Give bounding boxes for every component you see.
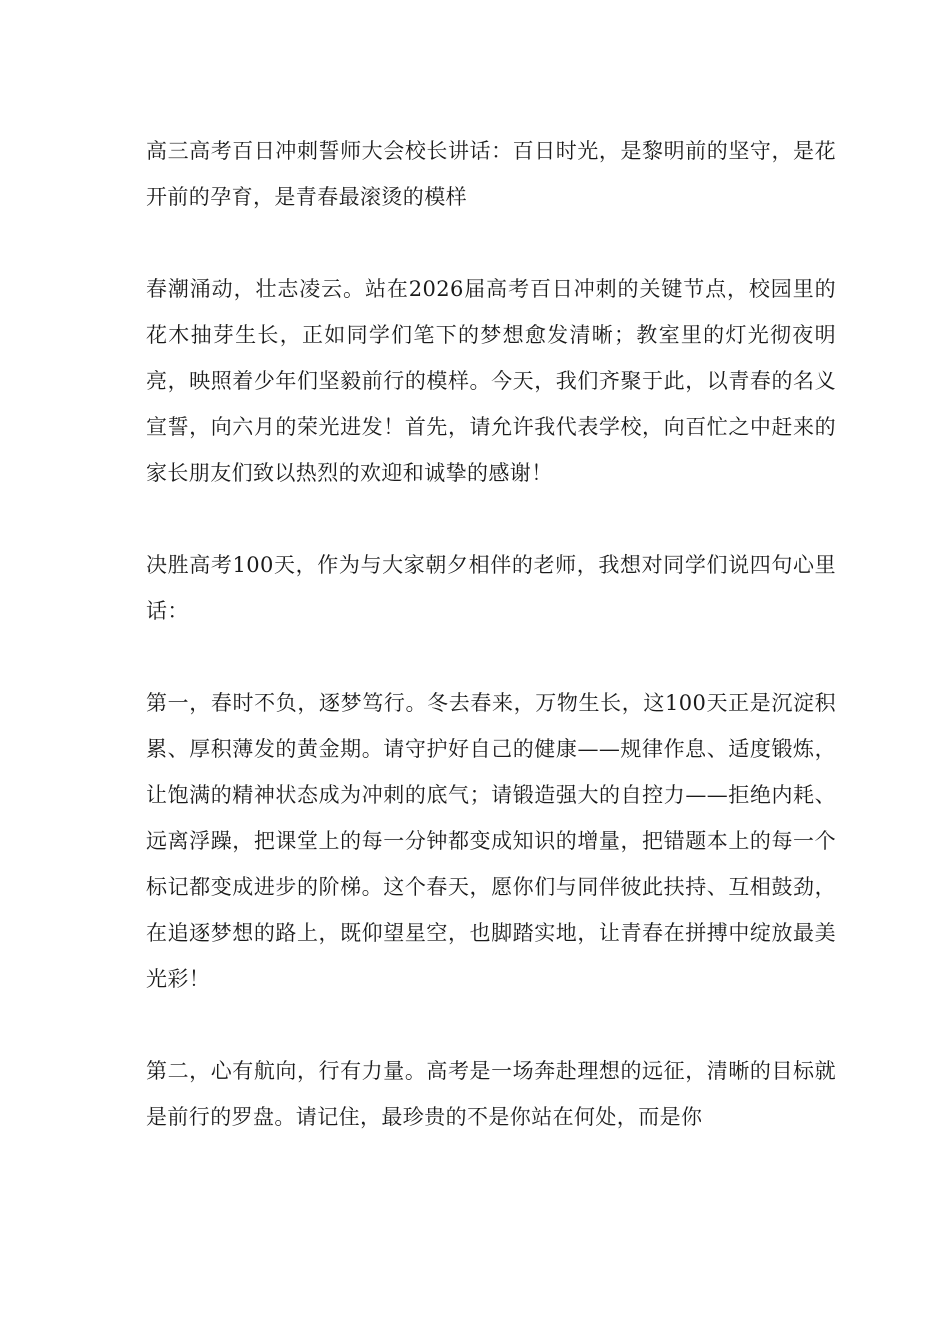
document-body: [146, 128, 836, 1186]
paragraph-intro: 决胜高考100天，作为与大家朝夕相伴的老师，我想对同学们说四句心里话：: [146, 553, 836, 623]
document-title: 高三高考百日冲刺誓师大会校长讲话：百日时光，是黎明前的坚守，是花开前的孕育，是青春最滚烫的模样: [146, 139, 836, 209]
paragraph-opening: 春潮涌动，壮志凌云。站在2026届高考百日冲刺的关键节点，校园里的花木抽芽生长，正如同学们笔下的梦想愈发清晰；教室里的灯光彻夜明亮，映照着少年们坚毅前行的模样。今天，我们齐聚于此，以青春的名义宣誓，向六月的荣光进发！首先，请允许我代表学校，向百忙之中赶来的家长朋友们致以热烈的欢迎和诚挚的感谢！: [146, 277, 836, 485]
paragraph-point-one: 第一，春时不负，逐梦笃行。冬去春来，万物生长，这100天正是沉淀积累、厚积薄发的黄金期。请守护好自己的健康——规律作息、适度锻炼，让饱满的精神状态成为冲刺的底气；请锻造强大的自控力——拒绝内耗、远离浮躁，把课堂上的每一分钟都变成知识的增量，把错题本上的每一个标记都变成进步的阶梯。这个春天，愿你们与同伴彼此扶持、互相鼓劲，在追逐梦想的路上，既仰望星空，也脚踏实地，让青春在拼搏中绽放最美光彩！: [146, 691, 836, 991]
paragraph-point-two: 第二，心有航向，行有力量。高考是一场奔赴理想的远征，清晰的目标就是前行的罗盘。请记住，最珍贵的不是你站在何处，而是你: [146, 1059, 836, 1129]
